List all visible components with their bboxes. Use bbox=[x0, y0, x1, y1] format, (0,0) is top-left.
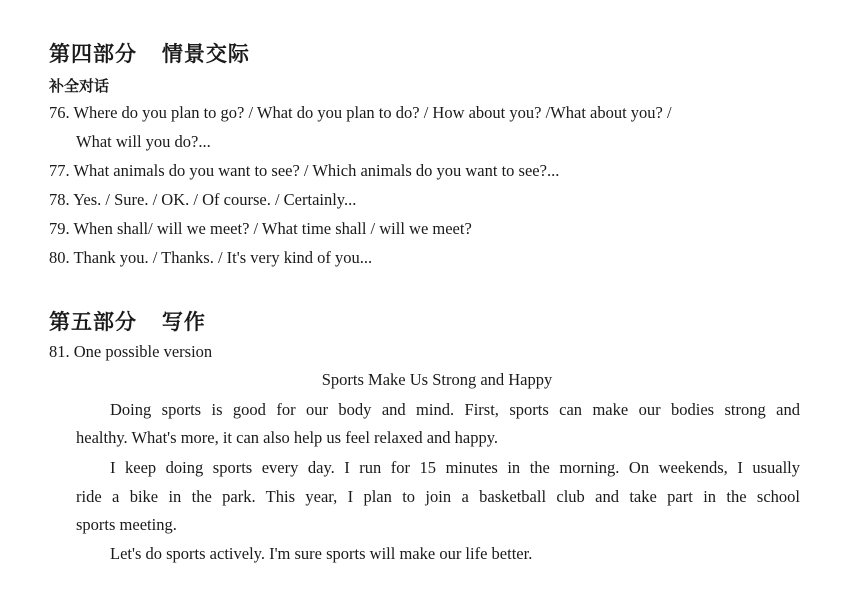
part5-heading: 第五部分 写作 bbox=[49, 310, 206, 334]
answer-79: 79. When shall/ will we meet? / What time shall / will we meet? bbox=[49, 219, 472, 238]
answer-81-label: 81. One possible version bbox=[49, 342, 213, 361]
essay-paragraph-2-line-3: sports meeting. bbox=[76, 515, 177, 534]
answer-78: 78. Yes. / Sure. / OK. / Of course. / Certainly... bbox=[49, 190, 357, 209]
essay-paragraph-1-line-1: Doing sports is good for our body and mind. First, sports can make our bodies strong and bbox=[110, 400, 800, 419]
essay-paragraph-3: Let's do sports actively. I'm sure sports will make our life better. bbox=[110, 544, 533, 563]
essay-paragraph-2-line-1: I keep doing sports every day. I run for 15 minutes in the morning. On weekends, I usually bbox=[110, 458, 800, 477]
part4-subheading: 补全对话 bbox=[49, 77, 110, 95]
essay-paragraph-1-line-2: healthy. What's more, it can also help us feel relaxed and happy. bbox=[76, 428, 499, 447]
essay-title: Sports Make Us Strong and Happy bbox=[321, 370, 553, 389]
essay-paragraph-2-line-2: ride a bike in the park. This year, I plan to join a basketball club and take part in the school bbox=[76, 487, 800, 506]
answer-80: 80. Thank you. / Thanks. / It's very kind of you... bbox=[49, 248, 373, 267]
answer-77: 77. What animals do you want to see? / Which animals do you want to see?... bbox=[49, 161, 560, 180]
part4-heading: 第四部分 情景交际 bbox=[49, 42, 250, 66]
answer-76-continued: What will you do?... bbox=[76, 132, 211, 151]
answer-76: 76. Where do you plan to go? / What do you plan to do? / How about you? /What about you? / bbox=[49, 103, 672, 122]
